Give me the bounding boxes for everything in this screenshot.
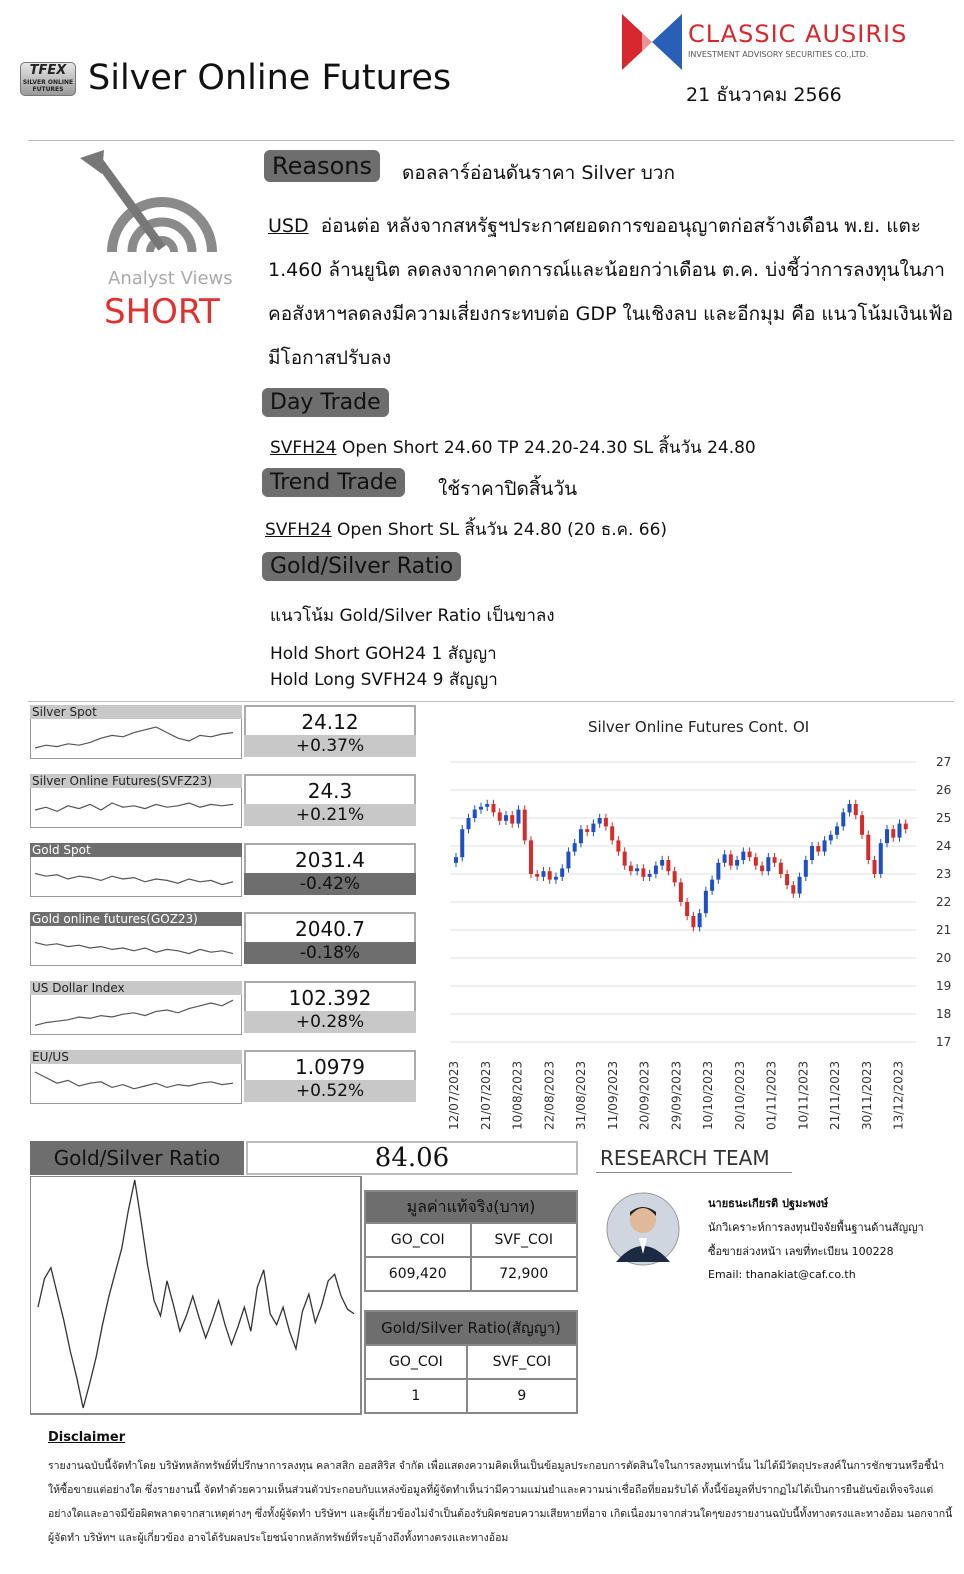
candle-body [816,846,820,852]
analyst-role: นักวิเคราะห์การลงทุนปัจจัยพื้นฐานด้านสัญญา [708,1221,924,1234]
candle-body [823,840,827,851]
y-tick-label: 21 [936,923,952,937]
candle-body [616,840,620,851]
candle-body [548,871,552,879]
candle-body [510,815,514,823]
candle-body [529,840,533,874]
real-value-table [364,1190,578,1292]
usd-label: USD [268,215,309,237]
candle-body [866,835,870,860]
candle-body [485,804,489,807]
candle-body [885,829,889,843]
research-team-title: RESEARCH TEAM [600,1146,770,1170]
candle-body [723,854,727,862]
market-value: 24.3 [244,774,416,804]
candle-body [829,835,833,841]
x-tick-label: 11/09/2023 [605,1060,620,1130]
x-tick-label: 20/09/2023 [637,1060,652,1130]
candlestick-chart [440,748,956,1138]
candle-body [754,857,758,865]
market-sparkline [30,719,242,759]
header-divider [28,140,954,141]
market-value: 24.12 [244,705,416,735]
gsr-line-chart [30,1176,362,1416]
market-row [30,1050,416,1106]
y-tick-label: 18 [936,1007,952,1021]
x-tick-label: 21/11/2023 [828,1060,843,1130]
real-value-col1: GO_COI [365,1223,471,1257]
candle-body [760,866,764,872]
section-divider [28,701,954,702]
candle-body [773,857,777,863]
market-value: 1.0979 [244,1050,416,1080]
market-sparkline [30,926,242,966]
candle-body [498,812,502,820]
x-tick-label: 13/12/2023 [891,1060,906,1130]
reasons-pill-label: Reasons [264,150,380,182]
candle-body [704,891,708,913]
candle-body [579,829,583,843]
candle-body [779,863,783,874]
candle-body [466,818,470,829]
reasons-headline: ดอลลาร์อ่อนดันราคา Silver บวก [402,162,675,184]
reasons-pill [264,150,380,182]
market-change: +0.28% [244,1011,416,1033]
gsr-value: 84.06 [246,1141,578,1175]
gsr-frame [30,1176,361,1414]
ratio-pill-label: Gold/Silver Ratio [262,552,461,581]
candle-body [535,874,539,877]
market-label: US Dollar Index [30,981,242,995]
candle-body [623,852,627,866]
real-value-val1: 609,420 [365,1257,471,1291]
candle-body [741,852,745,860]
candle-body [766,857,770,871]
candle-body [541,871,545,877]
y-tick-label: 22 [936,895,952,909]
candle-body [748,852,752,858]
candle-body [666,860,670,871]
market-change: +0.52% [244,1080,416,1102]
candle-body [735,860,739,866]
reasons-text: อ่อนต่อ หลังจากสหรัฐฯประกาศยอดการขออนุญาตก่อสร้างเดือน พ.ย. แตะ 1.460 ล้านยูนิต ลดลงจากคาดการณ์และน้อยกว่าเดือน ต.ค. บ่งชี้ว่าการลงทุนในภาคอสังหาฯลดลงมีความเสี่ยงกระทบต่อ GDP ในเชิงลบ และอีกมุม คือ แนวโน้มเงินเฟ้อมีโอกาสปรับลง [268,215,954,369]
y-tick-label: 20 [936,951,952,965]
y-tick-label: 25 [936,811,952,825]
candle-body [798,877,802,894]
candle-body [791,885,795,893]
candle-body [891,829,895,837]
y-tick-label: 17 [936,1035,952,1049]
market-row [30,912,416,968]
market-row [30,981,416,1037]
market-change: +0.37% [244,735,416,757]
y-tick-label: 19 [936,979,952,993]
target-arrow-icon [74,148,234,266]
disclaimer-text: รายงานฉบับนี้จัดทำโดย บริษัทหลักทรัพย์ที่ปรึกษาการลงทุน คลาสสิก ออสสิริส จำกัด เพื่อแสดงความคิดเห็นเป็นข้อมูลประกอบการตัดสินใจในการลงทุนเท่านั้น ไม่ได้มีวัตถุประสงค์ในการชักชวนหรือชี้นำให้ซื้อขายแต่อย่างใด ซึ่งรายงานนี้ จัดทำด้วยความเห็นส่วนตัวประกอบกับแหล่งข้อมูลที่ผู้จัดทำเห็นว่ามีความแม่นยำและความน่าเชื่อถือที่ยอมรับได้ ทั้งนี้ข้อมูลที่ปรากฏไม่ได้เป็นการยืนยันข้อเท็จจริงแต่อย่างใดและอาจมีข้อผิดพลาดจากสาเหตุต่างๆ ซึ่งทั้งผู้จัดทำ บริษัทฯ และผู้เกี่ยวข้องไม่จำเป็นต้องรับผิดชอบความเสียหายที่อาจ เกิดเนื่องมาจากส่วนใดๆของรายงานฉบับนี้ทั้งทางตรงและทางอ้อม นอกจากนี้ผู้จัดทำ บริษัทฯ และผู้เกี่ยวข้อง อาจได้รับผลประโยชน์จากหลักทรัพย์ที่ระบุอ้างถึงทั้งทางตรงและทางอ้อม [48,1460,953,1544]
chart-title: Silver Online Futures Cont. OI [588,718,810,736]
market-sparkline [30,995,242,1035]
market-label: EU/US [30,1050,242,1064]
ratio-contract-val1: 1 [365,1379,467,1413]
candle-body [460,829,464,857]
candle-body [454,857,458,863]
trend-trade-pill-label: Trend Trade [262,468,405,497]
ratio-pill [262,552,461,581]
trend-trade-symbol: SVFH24 [265,520,332,540]
candle-body [591,824,595,832]
ratio-contract-val2: 9 [467,1379,577,1413]
ratio-contract-col2: SVF_COI [467,1345,577,1379]
y-tick-label: 26 [936,783,952,797]
day-trade-pill [262,388,389,417]
trend-trade-pill [262,468,405,497]
ratio-contract-table [364,1310,578,1414]
analyst-avatar [606,1192,680,1266]
market-row [30,843,416,899]
candle-body [573,843,577,851]
candle-body [585,829,589,832]
candle-body [516,810,520,824]
candle-body [785,874,789,885]
brand-subtitle: INVESTMENT ADVISORY SECURITIES CO.,LTD. [688,50,869,59]
market-label: Gold online futures(GOZ23) [30,912,242,926]
candle-body [629,866,633,872]
candle-body [654,866,658,874]
candle-body [904,824,908,830]
real-value-title: มูลค่าแท้จริง(บาท) [365,1191,577,1223]
report-date: 21 ธันวาคม 2566 [686,84,842,106]
hold-short: Hold Short GOH24 1 สัญญา [270,644,497,664]
candle-body [610,826,614,840]
market-value: 2040.7 [244,912,416,942]
candle-body [604,818,608,826]
candle-body [523,810,527,841]
market-label: Silver Online Futures(SVFZ23) [30,774,242,788]
market-label: Silver Spot [30,705,242,719]
market-sparkline [30,857,242,897]
candle-body [673,871,677,882]
candle-body [641,868,645,876]
x-tick-label: 29/09/2023 [669,1060,684,1130]
candle-body [560,868,564,876]
hold-long: Hold Long SVFH24 9 สัญญา [270,670,498,690]
page-title: Silver Online Futures [88,58,452,98]
research-underline [596,1172,792,1173]
y-tick-label: 24 [936,839,952,853]
tfex-logo-sub: SILVER ONLINE FUTURES [22,79,74,93]
candle-body [848,804,852,812]
candle-body [635,868,639,871]
candle-body [804,860,808,877]
candle-body [710,880,714,891]
candle-body [873,860,877,874]
reasons-paragraph [268,204,958,380]
x-tick-label: 22/08/2023 [542,1060,557,1130]
candle-body [810,846,814,860]
tfex-logo [20,62,76,96]
market-change: -0.18% [244,942,416,964]
classic-ausiris-logo-icon [622,14,682,70]
analyst-license: ซื้อขายล่วงหน้า เลขที่ทะเบียน 100228 [708,1245,894,1258]
x-tick-label: 12/07/2023 [447,1060,461,1130]
candle-body [554,877,558,880]
candle-body [685,902,689,916]
x-tick-label: 10/10/2023 [701,1060,716,1130]
real-value-col2: SVF_COI [471,1223,578,1257]
candle-body [879,843,883,874]
candle-body [660,860,664,866]
y-tick-label: 23 [936,867,952,881]
tfex-logo-text: TFEX [29,63,67,78]
candle-body [691,916,695,927]
candle-body [835,826,839,834]
candle-body [566,852,570,869]
analyst-email: Email: thanakiat@caf.co.th [708,1268,856,1281]
real-value-val2: 72,900 [471,1257,578,1291]
candle-body [473,810,477,818]
market-sparkline [30,1064,242,1104]
ratio-contract-title: Gold/Silver Ratio(สัญญา) [365,1311,577,1345]
trend-trade-line [265,516,667,543]
market-row [30,705,416,761]
market-value: 102.392 [244,981,416,1011]
candle-body [841,812,845,826]
x-tick-label: 30/11/2023 [859,1060,874,1130]
candle-body [504,815,508,821]
analyst-name: นายธนะเกียรติ ปฐมะพงษ์ [708,1197,829,1210]
candle-body [698,913,702,927]
candle-body [598,818,602,824]
candle-body [491,804,495,812]
candle-body [479,807,483,810]
x-tick-label: 01/11/2023 [764,1060,779,1130]
y-tick-label: 27 [936,755,952,769]
trend-trade-text: Open Short SL สิ้นวัน 24.80 (20 ธ.ค. 66) [337,520,668,540]
candle-body [860,815,864,835]
day-trade-text: Open Short 24.60 TP 24.20-24.30 SL สิ้นวัน 24.80 [342,438,756,458]
market-label: Gold Spot [30,843,242,857]
analyst-view-short: SHORT [104,292,220,332]
ratio-trend: แนวโน้ม Gold/Silver Ratio เป็นขาลง [270,606,555,626]
trend-trade-note: ใช้ราคาปิดสิ้นวัน [438,478,578,500]
ratio-contract-col1: GO_COI [365,1345,467,1379]
x-tick-label: 10/11/2023 [796,1060,811,1130]
market-change: -0.42% [244,873,416,895]
brand-name: CLASSIC AUSIRIS [688,20,908,48]
x-tick-label: 10/08/2023 [510,1060,525,1130]
candle-body [679,882,683,902]
x-tick-label: 21/07/2023 [478,1060,493,1130]
candle-body [729,854,733,865]
x-tick-label: 31/08/2023 [574,1060,589,1130]
gsr-title: Gold/Silver Ratio [30,1141,244,1175]
market-row [30,774,416,830]
disclaimer-title: Disclaimer [48,1430,126,1445]
day-trade-symbol: SVFH24 [270,438,337,458]
candle-body [898,824,902,838]
candle-body [716,863,720,880]
candle-body [854,804,858,815]
market-change: +0.21% [244,804,416,826]
day-trade-pill-label: Day Trade [262,388,389,417]
x-tick-label: 20/10/2023 [732,1060,747,1130]
candle-body [648,874,652,877]
market-sparkline [30,788,242,828]
day-trade-line [270,434,756,461]
analyst-views-label: Analyst Views [108,268,233,289]
market-value: 2031.4 [244,843,416,873]
